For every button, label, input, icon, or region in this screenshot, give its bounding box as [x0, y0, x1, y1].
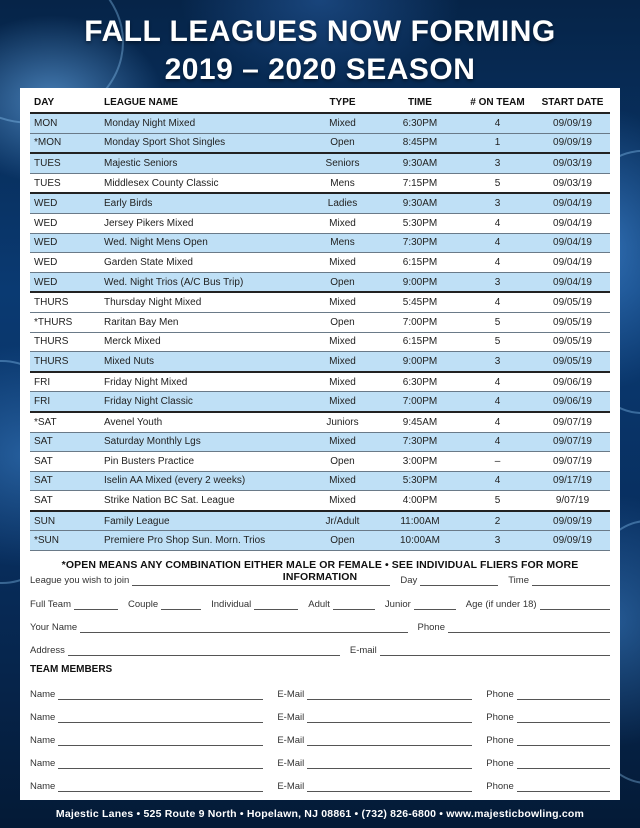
table-row — [30, 213, 610, 233]
league-name-cell: Merck Mixed — [100, 332, 305, 352]
type-cell: Open — [305, 531, 380, 551]
league-name-cell: Raritan Bay Men — [100, 312, 305, 332]
type-cell: Mixed — [305, 392, 380, 412]
league-name-cell: Thursday Night Mixed — [100, 292, 305, 312]
team-member-row — [30, 755, 610, 769]
league-name-cell: Strike Nation BC Sat. League — [100, 491, 305, 511]
start-date-cell: 09/09/19 — [535, 113, 610, 133]
member-phone-label: Phone — [486, 712, 514, 723]
member-phone-field[interactable] — [517, 689, 610, 700]
day-cell: *SAT — [30, 412, 100, 432]
your-name-label: Your Name — [30, 622, 78, 633]
form-row-name — [30, 619, 610, 633]
start-date-cell: 09/03/19 — [535, 173, 610, 193]
time-cell: 4:00PM — [380, 491, 460, 511]
day-cell: TUES — [30, 153, 100, 173]
member-name-field[interactable] — [58, 712, 263, 723]
type-cell: Mixed — [305, 372, 380, 392]
open-note: *OPEN MEANS ANY COMBINATION EITHER MALE OR FEMALE • SEE INDIVIDUAL FLIERS FOR MORE INFORMATION — [61, 559, 579, 584]
time-cell: 9:00PM — [380, 272, 460, 292]
table-row — [30, 153, 610, 173]
individual-label: Individual — [211, 599, 252, 610]
league-label: League you wish to join — [30, 575, 130, 586]
couple-label: Couple — [128, 599, 159, 610]
member-phone-label: Phone — [486, 781, 514, 792]
start-date-cell: 09/05/19 — [535, 312, 610, 332]
email-field[interactable] — [380, 645, 610, 656]
member-phone-field[interactable] — [517, 758, 610, 769]
type-cell: Seniors — [305, 153, 380, 173]
type-cell: Ladies — [305, 193, 380, 213]
on-team-cell: 2 — [460, 511, 535, 531]
table-row — [30, 372, 610, 392]
time-label: Time — [508, 575, 529, 586]
phone-field[interactable] — [448, 622, 610, 633]
league-name-cell: Garden State Mixed — [100, 253, 305, 273]
table-row — [30, 392, 610, 412]
on-team-cell: 4 — [460, 113, 535, 133]
start-date-cell: 09/04/19 — [535, 213, 610, 233]
address-field[interactable] — [68, 645, 340, 656]
time-cell: 9:45AM — [380, 412, 460, 432]
junior-label: Junior — [384, 599, 411, 610]
start-date-cell: 09/07/19 — [535, 432, 610, 452]
league-name-cell: Early Birds — [100, 193, 305, 213]
type-cell: Jr/Adult — [305, 511, 380, 531]
time-cell: 9:30AM — [380, 193, 460, 213]
on-team-cell: 1 — [460, 133, 535, 153]
day-cell: SAT — [30, 452, 100, 472]
day-cell: WED — [30, 233, 100, 253]
table-row — [30, 272, 610, 292]
team-members-heading: TEAM MEMBERS — [30, 664, 113, 675]
table-row — [30, 253, 610, 273]
league-name-cell: Monday Sport Shot Singles — [100, 133, 305, 153]
member-email-field[interactable] — [307, 712, 472, 723]
start-date-cell: 09/09/19 — [535, 511, 610, 531]
league-rows — [30, 113, 610, 551]
member-name-label: Name — [30, 735, 56, 746]
start-date-cell: 09/04/19 — [535, 233, 610, 253]
table-row — [30, 491, 610, 511]
league-name-cell: Iselin AA Mixed (every 2 weeks) — [100, 471, 305, 491]
type-cell: Mixed — [305, 292, 380, 312]
league-name-cell: Majestic Seniors — [100, 153, 305, 173]
team-member-row — [30, 709, 610, 723]
table-row — [30, 352, 610, 372]
start-date-cell: 09/17/19 — [535, 471, 610, 491]
start-date-cell: 09/06/19 — [535, 372, 610, 392]
on-team-cell: 3 — [460, 272, 535, 292]
league-name-cell: Saturday Monthly Lgs — [100, 432, 305, 452]
type-cell: Mixed — [305, 113, 380, 133]
league-name-cell: Friday Night Mixed — [100, 372, 305, 392]
col-header-day: DAY — [30, 92, 100, 113]
start-date-cell: 09/07/19 — [535, 452, 610, 472]
league-name-cell: Wed. Night Trios (A/C Bus Trip) — [100, 272, 305, 292]
type-cell: Open — [305, 312, 380, 332]
member-email-label: E-Mail — [277, 758, 305, 769]
on-team-cell: 5 — [460, 491, 535, 511]
league-name-cell: Avenel Youth — [100, 412, 305, 432]
age-field[interactable] — [540, 599, 610, 610]
league-name-cell: Mixed Nuts — [100, 352, 305, 372]
member-name-field[interactable] — [58, 781, 263, 792]
time-cell: 3:00PM — [380, 452, 460, 472]
table-row — [30, 471, 610, 491]
league-table — [30, 92, 610, 551]
member-email-field[interactable] — [307, 735, 472, 746]
league-name-cell: Family League — [100, 511, 305, 531]
time-cell: 10:00AM — [380, 531, 460, 551]
day-field[interactable] — [420, 575, 498, 586]
league-name-cell: Pin Busters Practice — [100, 452, 305, 472]
individual-field[interactable] — [254, 599, 298, 610]
time-cell: 6:30PM — [380, 372, 460, 392]
footer-contact: Majestic Lanes • 525 Route 9 North • Hopelawn, NJ 08861 • (732) 826-6800 • www.majesticbowling.com — [55, 808, 585, 820]
on-team-cell: 3 — [460, 531, 535, 551]
table-row — [30, 332, 610, 352]
type-cell: Open — [305, 452, 380, 472]
day-cell: FRI — [30, 392, 100, 412]
member-phone-label: Phone — [486, 735, 514, 746]
table-row — [30, 412, 610, 432]
start-date-cell: 09/03/19 — [535, 153, 610, 173]
form-row-address — [30, 642, 610, 656]
time-cell: 9:00PM — [380, 352, 460, 372]
on-team-cell: 4 — [460, 213, 535, 233]
day-cell: WED — [30, 253, 100, 273]
on-team-cell: – — [460, 452, 535, 472]
table-row — [30, 133, 610, 153]
adult-label: Adult — [308, 599, 330, 610]
member-email-field[interactable] — [307, 758, 472, 769]
type-cell: Mens — [305, 173, 380, 193]
member-phone-field[interactable] — [517, 712, 610, 723]
on-team-cell: 3 — [460, 193, 535, 213]
day-cell: WED — [30, 213, 100, 233]
member-phone-field[interactable] — [517, 735, 610, 746]
table-row — [30, 173, 610, 193]
member-name-label: Name — [30, 712, 56, 723]
start-date-cell: 09/04/19 — [535, 253, 610, 273]
start-date-cell: 09/09/19 — [535, 133, 610, 153]
on-team-cell: 4 — [460, 292, 535, 312]
member-name-label: Name — [30, 758, 56, 769]
col-header-start-date: START DATE — [535, 92, 610, 113]
day-cell: THURS — [30, 292, 100, 312]
time-cell: 6:15PM — [380, 253, 460, 273]
day-cell: SUN — [30, 511, 100, 531]
on-team-cell: 4 — [460, 392, 535, 412]
member-phone-label: Phone — [486, 689, 514, 700]
on-team-cell: 5 — [460, 312, 535, 332]
season-title: 2019 – 2020 SEASON — [164, 53, 476, 86]
on-team-cell: 5 — [460, 173, 535, 193]
col-header-type: TYPE — [305, 92, 380, 113]
content-panel — [20, 88, 620, 800]
time-cell: 11:00AM — [380, 511, 460, 531]
on-team-cell: 4 — [460, 432, 535, 452]
start-date-cell: 09/09/19 — [535, 531, 610, 551]
table-row — [30, 531, 610, 551]
address-label: Address — [30, 645, 65, 656]
junior-field[interactable] — [414, 599, 456, 610]
table-row — [30, 432, 610, 452]
day-cell: THURS — [30, 332, 100, 352]
member-name-label: Name — [30, 689, 56, 700]
couple-field[interactable] — [161, 599, 201, 610]
table-row — [30, 511, 610, 531]
start-date-cell: 09/06/19 — [535, 392, 610, 412]
day-cell: WED — [30, 272, 100, 292]
member-email-label: E-Mail — [277, 735, 305, 746]
start-date-cell: 09/04/19 — [535, 193, 610, 213]
email-label: E-mail — [349, 645, 377, 656]
time-cell: 6:30PM — [380, 113, 460, 133]
member-email-label: E-Mail — [277, 712, 305, 723]
time-cell: 9:30AM — [380, 153, 460, 173]
time-cell: 6:15PM — [380, 332, 460, 352]
type-cell: Mixed — [305, 213, 380, 233]
member-email-label: E-Mail — [277, 781, 305, 792]
headline: FALL LEAGUES NOW FORMING — [84, 15, 556, 48]
member-email-label: E-Mail — [277, 689, 305, 700]
on-team-cell: 5 — [460, 332, 535, 352]
member-name-field[interactable] — [58, 689, 263, 700]
table-row — [30, 113, 610, 133]
on-team-cell: 3 — [460, 153, 535, 173]
team-member-row — [30, 686, 610, 700]
on-team-cell: 4 — [460, 253, 535, 273]
day-cell: WED — [30, 193, 100, 213]
day-cell: *SUN — [30, 531, 100, 551]
table-row — [30, 292, 610, 312]
type-cell: Mixed — [305, 352, 380, 372]
day-cell: FRI — [30, 372, 100, 392]
phone-label: Phone — [417, 622, 445, 633]
start-date-cell: 09/05/19 — [535, 292, 610, 312]
type-cell: Mixed — [305, 471, 380, 491]
table-row — [30, 193, 610, 213]
time-cell: 7:15PM — [380, 173, 460, 193]
type-cell: Open — [305, 272, 380, 292]
start-date-cell: 09/07/19 — [535, 412, 610, 432]
day-cell: TUES — [30, 173, 100, 193]
type-cell: Open — [305, 133, 380, 153]
time-cell: 7:30PM — [380, 233, 460, 253]
day-cell: SAT — [30, 491, 100, 511]
member-email-field[interactable] — [307, 781, 472, 792]
member-email-field[interactable] — [307, 689, 472, 700]
form-row-options — [30, 596, 610, 610]
type-cell: Mixed — [305, 332, 380, 352]
on-team-cell: 4 — [460, 471, 535, 491]
time-cell: 5:30PM — [380, 471, 460, 491]
full-team-label: Full Team — [30, 599, 72, 610]
day-label: Day — [400, 575, 418, 586]
time-cell: 7:00PM — [380, 392, 460, 412]
team-member-row — [30, 778, 610, 792]
day-cell: SAT — [30, 471, 100, 491]
member-name-field[interactable] — [58, 735, 263, 746]
member-phone-label: Phone — [486, 758, 514, 769]
type-cell: Mixed — [305, 491, 380, 511]
time-cell: 7:30PM — [380, 432, 460, 452]
on-team-cell: 4 — [460, 233, 535, 253]
adult-field[interactable] — [333, 599, 375, 610]
col-header-league-name: LEAGUE NAME — [100, 92, 305, 113]
table-row — [30, 312, 610, 332]
age-label: Age (if under 18) — [465, 599, 537, 610]
type-cell: Juniors — [305, 412, 380, 432]
league-name-cell: Middlesex County Classic — [100, 173, 305, 193]
member-name-field[interactable] — [58, 758, 263, 769]
start-date-cell: 09/04/19 — [535, 272, 610, 292]
time-cell: 8:45PM — [380, 133, 460, 153]
day-cell: *THURS — [30, 312, 100, 332]
type-cell: Mens — [305, 233, 380, 253]
member-phone-field[interactable] — [517, 781, 610, 792]
time-cell: 5:45PM — [380, 292, 460, 312]
type-cell: Mixed — [305, 432, 380, 452]
league-name-cell: Friday Night Classic — [100, 392, 305, 412]
time-field[interactable] — [532, 575, 610, 586]
form-row-league — [30, 572, 610, 586]
league-name-cell: Wed. Night Mens Open — [100, 233, 305, 253]
on-team-cell: 4 — [460, 372, 535, 392]
start-date-cell: 09/05/19 — [535, 332, 610, 352]
league-name-cell: Monday Night Mixed — [100, 113, 305, 133]
start-date-cell: 9/07/19 — [535, 491, 610, 511]
league-field[interactable] — [132, 575, 390, 586]
on-team-cell: 4 — [460, 412, 535, 432]
col-header-time: TIME — [380, 92, 460, 113]
time-cell: 7:00PM — [380, 312, 460, 332]
member-name-label: Name — [30, 781, 56, 792]
on-team-cell: 3 — [460, 352, 535, 372]
day-cell: *MON — [30, 133, 100, 153]
table-row — [30, 452, 610, 472]
table-header-row — [30, 92, 610, 113]
col-header-on-team: # ON TEAM — [460, 92, 535, 113]
time-cell: 5:30PM — [380, 213, 460, 233]
league-name-cell: Premiere Pro Shop Sun. Morn. Trios — [100, 531, 305, 551]
your-name-field[interactable] — [80, 622, 407, 633]
full-team-field[interactable] — [74, 599, 118, 610]
start-date-cell: 09/05/19 — [535, 352, 610, 372]
type-cell: Mixed — [305, 253, 380, 273]
day-cell: MON — [30, 113, 100, 133]
league-name-cell: Jersey Pikers Mixed — [100, 213, 305, 233]
day-cell: THURS — [30, 352, 100, 372]
team-member-row — [30, 732, 610, 746]
day-cell: SAT — [30, 432, 100, 452]
table-row — [30, 233, 610, 253]
